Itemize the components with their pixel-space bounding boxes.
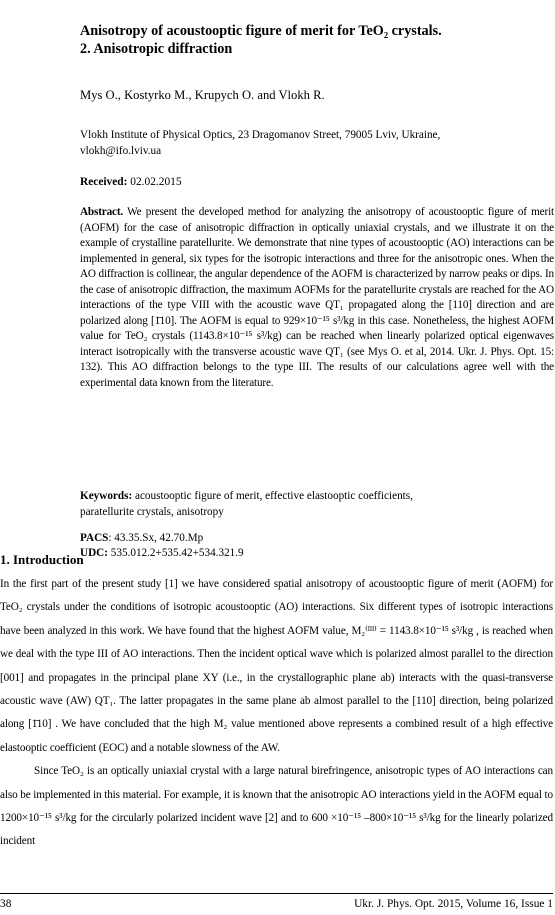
- keywords-line-2: paratellurite crystals, anisotropy: [80, 505, 224, 518]
- authors: Mys O., Kostyrko M., Krupych O. and Vlokh R.: [80, 88, 325, 102]
- keywords: [80, 489, 554, 520]
- abstract-label: Abstract.: [80, 206, 124, 218]
- received-label: Received:: [80, 176, 128, 188]
- abstract: [80, 205, 554, 391]
- udc-value: 535.012.2+535.42+534.321.9: [107, 547, 244, 559]
- received-value: 02.02.2015: [127, 176, 182, 188]
- article-title: [80, 22, 554, 58]
- pacs-line: [80, 531, 554, 546]
- page-number: 38: [0, 898, 12, 910]
- footer-divider: [0, 893, 553, 894]
- keywords-label: Keywords:: [80, 490, 133, 502]
- received-date: [80, 176, 554, 188]
- title-line-2: 2. Anisotropic diffraction: [80, 41, 233, 57]
- affiliation-email[interactable]: vlokh@ifo.lviv.ua: [80, 145, 162, 157]
- classification-codes: [80, 531, 554, 561]
- abstract-text: We present the developed method for analyzing the anisotropy of acoustooptic figure of merit (AOFM) for the case of anisotropic diffraction in optically uniaxial crystals, and we illustrate it on the example of crystalline paratellurite. We demonstrate that nine types of acoustooptic (AO) interactions can be implemented in general, six types for the isotropic interactions and three for the anisotropic ones. When the AO diffraction is collinear, the angular dependence of the AOFM is characterized by narrow peaks or dips. In the case of anisotropic diffraction, the maximum AOFMs for the paratellurite crystals are reached for the AO interactions of the type VIII with the acoustic wave QT₁ propagated along the [110] direction and are polarized along [1̄10]. The AOFM is equal to 929×10⁻¹⁵ s³/kg in this case. Nonetheless, the highest AOFM value for TeO₂ crystals (1143.8×10⁻¹⁵ s³/kg) can be reached when linearly polarized optical eigenwaves interact isotropically with the transverse acoustic wave QT₁ (see Mys O. et al, 2014. Ukr. J. Phys. Opt. 15: 132). This AO diffraction belongs to the type III. The results of our calculations agree well with the experimental data known from the literature.: [80, 206, 554, 389]
- keywords-line-1: [80, 489, 554, 505]
- introduction-paragraph-2: Since TeO₂ is an optically uniaxial crystal with a large natural birefringence, anisotropic types of AO interactions can also be implemented in this material. For example, it is known that the anisotropic AO interactions yield in the AOFM equal to 1200×10⁻¹⁵ s³/kg for the circularly polarized incident wave [2] and to 600 ×10⁻¹⁵ –800×10⁻¹⁵ s³/kg for the linearly polarized incident: [0, 765, 553, 848]
- affiliation-address: Vlokh Institute of Physical Optics, 23 Dragomanov Street, 79005 Lviv, Ukraine,: [80, 129, 441, 141]
- journal-citation: Ukr. J. Phys. Opt. 2015, Volume 16, Issue 1: [354, 898, 553, 910]
- affiliation: [80, 127, 554, 159]
- pacs-label: PACS: [80, 532, 109, 544]
- introduction-body: [0, 573, 553, 854]
- udc-line: [80, 546, 554, 561]
- section-heading: 1. Introduction: [0, 552, 84, 567]
- udc-label: UDC:: [80, 547, 108, 559]
- pacs-value: : 43.35.Sx, 42.70.Mp: [108, 532, 204, 544]
- title-line-1: Anisotropy of acoustooptic figure of merit for TeO₂ crystals.: [80, 23, 442, 39]
- introduction-paragraph-1: In the first part of the present study [1] we have considered spatial anisotropy of acoustooptic figure of merit (AOFM) for TeO₂ crystals under the conditions of isotropic acoustooptic (AO) interactions. Six different types of isotropic interactions have been analyzed in this work. We have found that the highest AOFM value, M₂⁽ᴵᴵᴵ⁾ = 1143.8×10⁻¹⁵ s³/kg , is reached when we deal with the type III of AO interactions. Then the incident optical wave which is polarized almost parallel to the direction [001] and propagates in the principal plane XY (i.e., in the crystallographic plane ab) interacts with the quasi-transverse acoustic wave (AW) QT₁. The latter propagates in the same plane ab almost parallel to the [110] direction, being polarized along [1̄10] . We have concluded that the high M₂ value mentioned above represents a combined result of a high effective elastooptic coefficient (EOC) and a notable slowness of the AW.: [0, 578, 553, 754]
- keywords-text-1: acoustooptic figure of merit, effective elastooptic coefficients,: [132, 490, 413, 502]
